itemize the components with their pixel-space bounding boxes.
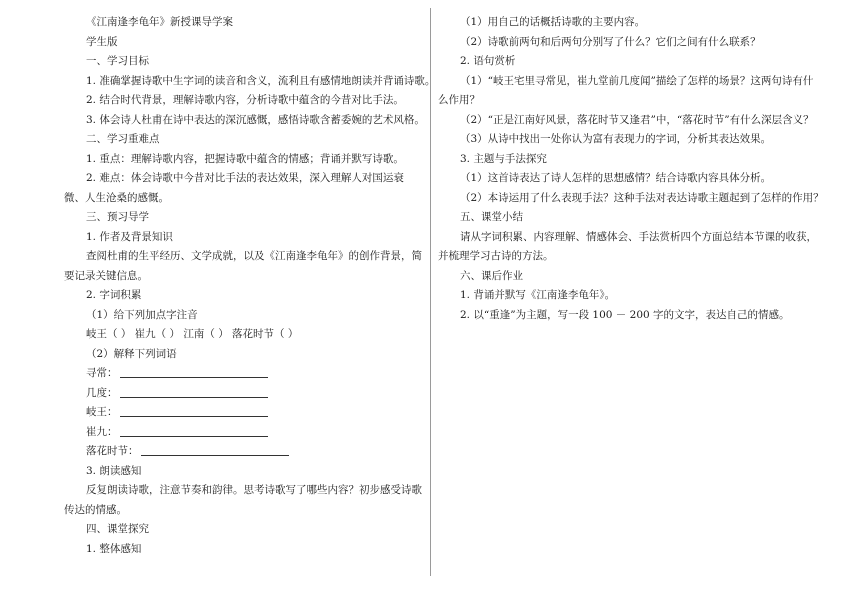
word-entry [64,403,422,423]
word-label: 岐王： [86,406,118,418]
word-entry [64,442,422,462]
answer-blank[interactable] [120,364,268,378]
key-point-2: 2. 难点：体会诗歌中今昔对比手法的表达效果，深入理解人对国运衰微、人生沧桑的感慨。 [64,172,404,204]
answer-blank[interactable] [120,403,268,417]
phonetic-items: 岐王（ ） 崔九（ ） 江南（ ） 落花时节（ ） [86,328,299,340]
homework-2: 2. 以“重逢”为主题，写一段 100 － 200 字的文字，表达自己的情感。 [460,308,790,321]
right-column [438,0,824,325]
word-label: 几度： [86,386,118,399]
inquiry-item-3: 3. 主题与手法探究 [460,152,547,165]
objective-2: 2. 结合时代背景，理解诗歌内容，分析诗歌中蕴含的今昔对比手法。 [86,94,404,106]
key-point-1: 1. 重点：理解诗歌内容，把握诗歌中蕴含的情感；背诵并默写诗歌。 [86,152,404,165]
preview-item-1-text: 查阅杜甫的生平经历、文学成就，以及《江南逢李龟年》的创作背景，简要记录关键信息。 [64,250,422,282]
preview-item-1: 1. 作者及背景知识 [86,230,173,243]
section-heading-inquiry: 四、课堂探究 [86,523,149,535]
homework-1: 1. 背诵并默写《江南逢李龟年》。 [460,289,616,301]
word-entry [64,384,422,404]
inquiry-question-1: （1）用自己的话概括诗歌的主要内容。 [460,16,646,28]
inquiry-item-2: 2. 语句赏析 [460,55,516,67]
analysis-question-1: （1）“岐王宅里寻常见，崔九堂前几度闻”描绘了怎样的场景？这两句诗有什么作用？ [438,74,814,106]
objective-3: 3. 体会诗人杜甫在诗中表达的深沉感慨，感悟诗歌含蓄委婉的艺术风格。 [86,113,425,126]
summary-text: 请从字词积累、内容理解、情感体会、手法赏析四个方面总结本节课的收获，并梳理学习古诗的方法。 [438,230,817,262]
word-label: 崔九： [86,425,118,438]
preview-item-3: 3. 朗读感知 [86,464,142,477]
explain-prompt: （2）解释下列词语 [86,347,177,360]
section-heading-preview: 三、预习导学 [86,211,149,223]
section-heading-summary: 五、课堂小结 [460,211,523,223]
word-entry [64,364,422,384]
inquiry-question-2: （2）诗歌前两句和后两句分别写了什么？它们之间有什么联系？ [460,35,761,48]
section-heading-homework: 六、课后作业 [460,269,523,282]
answer-blank[interactable] [120,423,268,437]
preview-item-3-text: 反复朗读诗歌，注意节奏和韵律。思考诗歌写了哪些内容？初步感受诗歌传达的情感。 [64,484,422,516]
word-entry [64,423,422,443]
theme-question-2: （2）本诗运用了什么表现手法？这种手法对表达诗歌主题起到了怎样的作用？ [460,191,824,204]
analysis-question-2: （2）“正是江南好风景，落花时节又逢君”中，“落花时节”有什么深层含义？ [460,113,814,126]
word-label: 寻常： [86,367,118,379]
answer-blank[interactable] [120,384,268,398]
left-column [64,0,436,559]
theme-question-1: （1）这首诗表达了诗人怎样的思想感情？结合诗歌内容具体分析。 [460,172,772,184]
word-label: 落花时节： [86,445,139,457]
column-divider [430,8,431,576]
phonetic-prompt: （1）给下列加点字注音 [86,308,198,321]
answer-blank[interactable] [141,442,289,456]
preview-item-2: 2. 字词积累 [86,289,142,301]
version-label: 学生版 [86,35,118,48]
document-title: 《江南逢李龟年》新授课导学案 [86,16,233,28]
inquiry-item-1: 1. 整体感知 [86,542,142,555]
objective-1: 1. 准确掌握诗歌中生字词的读音和含义，流利且有感情地朗读并背诵诗歌。 [86,74,436,87]
analysis-question-3: （3）从诗中找出一处你认为富有表现力的字词，分析其表达效果。 [460,133,772,145]
section-heading-key-points: 二、学习重难点 [86,133,160,145]
section-heading-objectives: 一、学习目标 [86,55,149,67]
